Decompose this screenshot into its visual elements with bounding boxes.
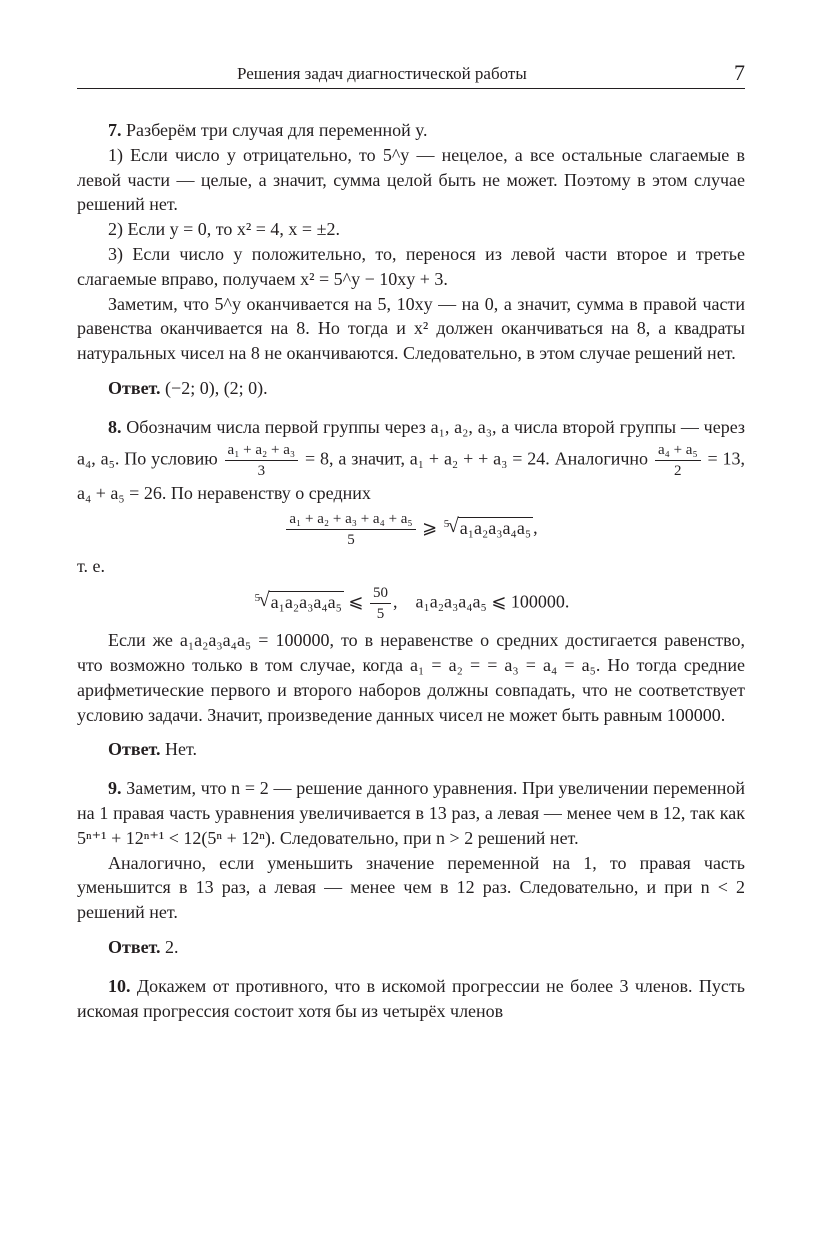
p8-frac2 <box>655 440 701 481</box>
p8-disp2-den: 5 <box>376 606 385 623</box>
p8-frac1-den: 3 <box>257 462 266 479</box>
p7-answer-value: (−2; 0), (2; 0). <box>165 377 268 398</box>
p10-number: 10. <box>108 975 131 996</box>
radical-sign-icon: √ <box>258 588 270 611</box>
p9-answer-value: 2. <box>165 936 179 957</box>
p7-case1: 1) Если число y отрицательно, то 5^y — нецелое, а все остальные слагаемые в левой части — целые, а значит, сумма целой быть не может. Поэтому в этом случае решений нет. <box>77 144 745 215</box>
p7-answer-label: Ответ. <box>108 377 161 398</box>
p9-answer <box>77 935 745 960</box>
p7-intro <box>77 118 745 143</box>
p8-disp1-frac <box>286 509 415 550</box>
p7-case2: 2) Если y = 0, то x² = 4, x = ±2. <box>108 219 340 240</box>
p8-disp2-tail: a₁a₂a₃a₄a₅ ⩽ 100000. <box>415 591 570 612</box>
p8-disp1-radicand: a₁a₂a₃a₄a₅ <box>459 517 532 538</box>
running-header <box>77 62 745 89</box>
p8-disp2-root <box>253 590 344 615</box>
p7-case3: 3) Если число y положительно, то, перенося из левой части второе и третье слагаемые вправо, получаем x² = 5^y − 10xy + 3. <box>77 243 745 289</box>
p8-disp1-num: a₁ + a₂ + a₃ + a₄ + a₅ <box>286 509 415 530</box>
p8-disp2-frac <box>370 583 391 624</box>
p7-answer <box>77 376 745 401</box>
p8-number: 8. <box>108 416 122 437</box>
p8-display2: 5 √ a₁a₂a₃a₄a₅ ⩽ $\frac{50}{5}$ , a₁a₂a₃a₄a₅ ⩽ 100000. <box>254 585 570 623</box>
p8-disp1-den: 5 <box>347 532 355 549</box>
p8-disp2-radicand: a₁a₂a₃a₄a₅ <box>270 591 342 612</box>
p7-intro-text: Разберём три случая для переменной y. <box>126 120 428 140</box>
header-title: Решения задач диагностической работы <box>237 64 527 83</box>
p8-te: т. е. <box>77 556 106 577</box>
p9-para1-text: Заметим, что n = 2 — решение данного уравнения. При увеличении переменной на 1 правая часть уравнения увеличивается в 13 раз, а левая — менее чем в 12, так как 5ⁿ⁺¹ + 12ⁿ⁺¹ < 12(5ⁿ + 12ⁿ). Следовательно, при n > 2 решений нет. <box>77 778 746 848</box>
p10-para-text: Докажем от противного, что в искомой прогрессии не более 3 членов. Пусть искомая прогрессия состоит хотя бы из четырёх членов <box>77 975 745 1021</box>
p10-paragraph <box>77 974 745 1024</box>
p9-answer-label: Ответ. <box>108 936 161 957</box>
p9-paragraph2: Аналогично, если уменьшить значение переменной на 1, то правая часть уменьшится в 13 раз, а левая — менее чем в 12 раз. Следовательно, и при n < 2 решений нет. <box>77 852 745 923</box>
page-number: 7 <box>734 60 745 85</box>
p7-number: 7. <box>108 120 122 140</box>
p8-frac2-num: a₄ + a₅ <box>655 440 701 461</box>
radical-sign-icon: √ <box>447 514 459 537</box>
p8-text3: = 13, a₄ + a₅ = 26. По неравенству о средних <box>77 448 746 503</box>
p8-answer-value: Нет. <box>165 739 198 760</box>
p8-paragraph: Если же a₁a₂a₃a₄a₅ = 100000, то в неравенстве о средних достигается равенство, что возможно только в том случае, когда a₁ = a₂ = = a₃ = a₄ = a₅. Но тогда средние арифметические первого и второго наборов должны совпадать, что не соответствует условию задачи. Значит, произведение данных чисел не может быть равным 100000. <box>77 630 745 725</box>
p9-number: 9. <box>108 778 122 799</box>
p8-disp1-tail: , <box>533 517 538 538</box>
p8-statement <box>77 415 745 506</box>
page-body <box>77 118 745 1023</box>
p8-frac2-den: 2 <box>674 462 682 479</box>
p8-disp1-rel: ⩾ <box>422 517 438 538</box>
p8-disp1-root-index: 5 <box>443 517 450 530</box>
p7-remark: Заметим, что 5^y оканчивается на 5, 10xy — на 0, а значит, сумма в правой части равенства оканчивается на 8. Но тогда и x² должен оканчиваться на 8, а квадраты натуральных чисел на 8 не оканчиваются. Следовательно, в этом случае решений нет. <box>77 293 745 364</box>
p8-frac1-num: a₁ + a₂ + a₃ <box>225 440 299 461</box>
p8-answer-label: Ответ. <box>108 739 161 760</box>
p8-frac1 <box>225 440 299 481</box>
p8-text2: = 8, а значит, a₁ + a₂ + + a₃ = 24. Аналогично <box>305 448 649 469</box>
p8-text1: Обозначим числа первой группы через a₁, a₂, a₃, а числа второй группы — через a₄, a₅. По условию <box>77 416 746 469</box>
p8-disp1-root <box>442 516 533 541</box>
p8-disp2-root-index: 5 <box>254 591 261 604</box>
p8-display1 <box>77 509 745 550</box>
p8-disp2-rel: ⩽ <box>348 591 364 612</box>
p8-disp2-num: 50 <box>370 583 391 604</box>
p9-paragraph1 <box>77 776 745 850</box>
p8-answer <box>77 737 745 762</box>
